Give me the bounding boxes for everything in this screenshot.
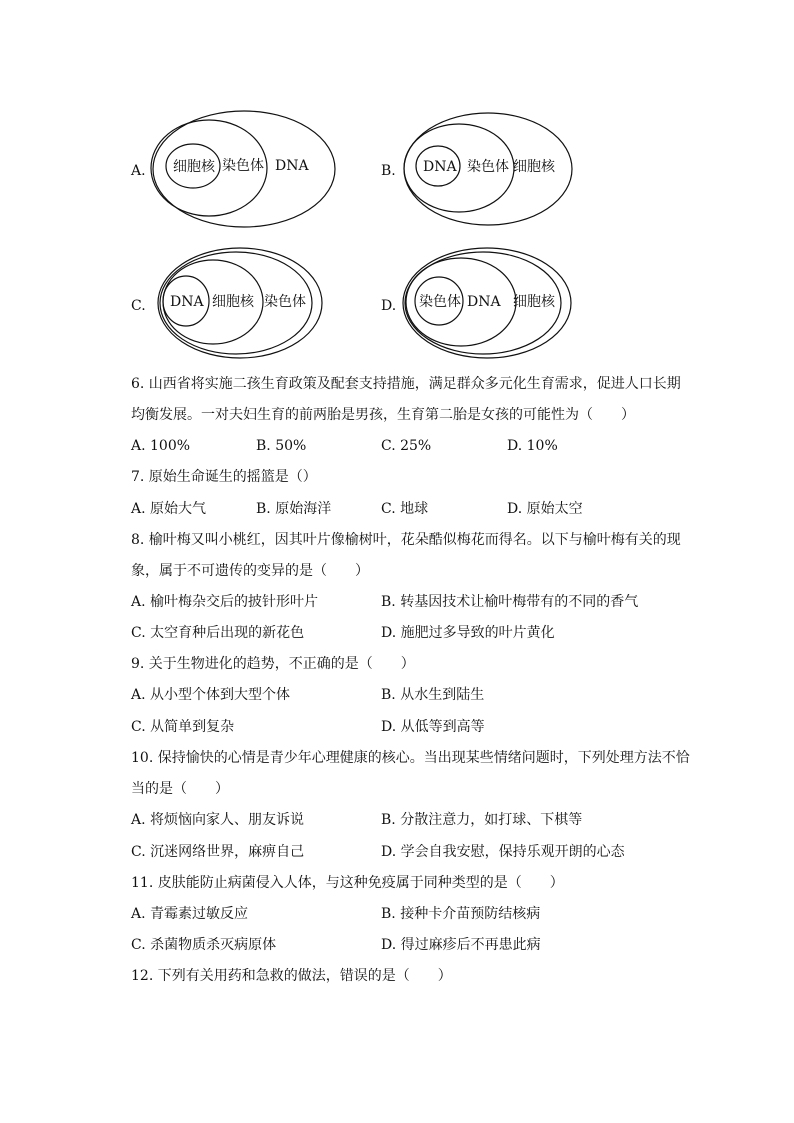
question-8-option-b[interactable]: B. 转基因技术让榆叶梅带有的不同的香气: [381, 594, 639, 610]
question-10-option-a[interactable]: A. 将烦恼向家人、朋友诉说: [131, 812, 305, 828]
label-outer: 细胞核: [513, 159, 555, 175]
question-6-option-a[interactable]: A. 100%: [131, 438, 191, 454]
label-outer: 染色体: [264, 294, 306, 310]
question-9-option-b[interactable]: B. 从水生到陆生: [381, 687, 485, 703]
question-6-option-d[interactable]: D. 10%: [507, 438, 558, 454]
figure-option-d-letter: D.: [381, 298, 397, 314]
question-10-option-c[interactable]: C. 沉迷网络世界，麻痹自己: [131, 844, 305, 860]
question-6-option-c[interactable]: C. 25%: [381, 438, 432, 454]
question-6-line-2: 均衡发展。一对夫妇生育的前两胎是男孩，生育第二胎是女孩的可能性为（ ）: [131, 407, 635, 423]
label-outer: DNA: [275, 158, 309, 174]
question-7-option-c[interactable]: C. 地球: [381, 501, 429, 517]
question-8-line-1: 8. 榆叶梅又叫小桃红，因其叶片像榆树叶，花朵酷似梅花而得名。以下与榆叶梅有关的现: [131, 532, 681, 548]
figure-option-c-letter: C.: [131, 298, 146, 314]
question-10-line-2: 当的是（ ）: [131, 781, 229, 797]
label-inner: 细胞核: [173, 159, 215, 175]
question-7-option-a[interactable]: A. 原始大气: [131, 501, 207, 517]
label-middle: 染色体: [222, 158, 264, 174]
question-10-option-b[interactable]: B. 分散注意力，如打球、下棋等: [381, 812, 583, 828]
label-middle: 染色体: [467, 159, 509, 175]
label-inner: DNA: [170, 294, 204, 310]
nested-circles-diagram-b: [395, 105, 595, 235]
nested-circles-diagram-a: [145, 105, 345, 235]
question-11-option-c[interactable]: C. 杀菌物质杀灭病原体: [131, 937, 277, 953]
question-9-option-a[interactable]: A. 从小型个体到大型个体: [131, 687, 291, 703]
question-10-line-1: 10. 保持愉快的心情是青少年心理健康的核心。当出现某些情绪问题时，下列处理方法不恰: [131, 750, 690, 766]
question-7-option-b[interactable]: B. 原始海洋: [256, 501, 332, 517]
question-9-option-d[interactable]: D. 从低等到高等: [381, 719, 485, 735]
label-middle: DNA: [467, 294, 501, 310]
question-8-option-d[interactable]: D. 施肥过多导致的叶片黄化: [381, 625, 555, 641]
question-8-option-a[interactable]: A. 榆叶梅杂交后的披针形叶片: [131, 594, 319, 610]
label-outer: 细胞核: [513, 294, 555, 310]
nested-circles-diagram-c: [145, 240, 345, 370]
question-6-option-b[interactable]: B. 50%: [256, 438, 307, 454]
figure-option-a-letter: A.: [131, 163, 146, 179]
question-8-option-c[interactable]: C. 太空育种后出现的新花色: [131, 625, 305, 641]
figure-option-b-letter: B.: [381, 163, 396, 179]
question-10-option-d[interactable]: D. 学会自我安慰，保持乐观开朗的心态: [381, 844, 625, 860]
question-12-line-1: 12. 下列有关用药和急救的做法，错误的是（ ）: [131, 968, 452, 984]
question-7-line-1: 7. 原始生命诞生的摇篮是（）: [131, 469, 317, 485]
label-inner: 染色体: [419, 294, 461, 310]
question-6-line-1: 6. 山西省将实施二孩生育政策及配套支持措施，满足群众多元化生育需求，促进人口长期: [131, 376, 681, 392]
question-7-option-d[interactable]: D. 原始太空: [507, 501, 583, 517]
question-11-line-1: 11. 皮肤能防止病菌侵入人体，与这种免疫属于同种类型的是（ ）: [131, 875, 564, 891]
label-middle: 细胞核: [212, 294, 254, 310]
question-8-line-2: 象，属于不可遗传的变异的是（ ）: [131, 563, 369, 579]
question-11-option-d[interactable]: D. 得过麻疹后不再患此病: [381, 937, 541, 953]
question-9-option-c[interactable]: C. 从简单到复杂: [131, 719, 235, 735]
question-11-option-a[interactable]: A. 青霉素过敏反应: [131, 906, 249, 922]
nested-circles-diagram-d: [395, 240, 595, 370]
question-9-line-1: 9. 关于生物进化的趋势，不正确的是（ ）: [131, 656, 415, 672]
label-inner: DNA: [423, 159, 457, 175]
question-11-option-b[interactable]: B. 接种卡介苗预防结核病: [381, 906, 541, 922]
